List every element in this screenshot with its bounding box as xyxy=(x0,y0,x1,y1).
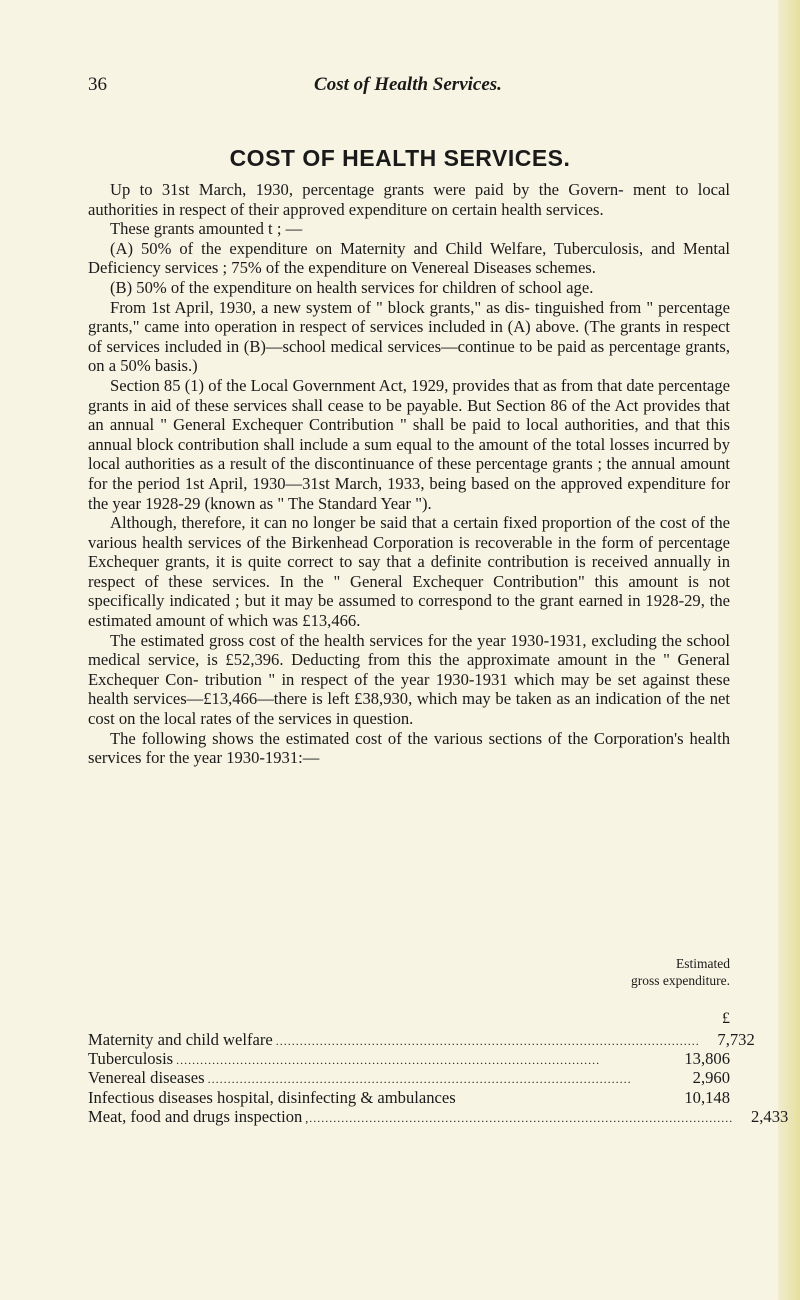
row-amount: 2,433 xyxy=(750,1106,789,1126)
page-number: 36 xyxy=(88,74,107,95)
page-header xyxy=(88,74,728,98)
paragraph: (A) 50% of the expenditure on Maternity and Child Welfare, Tuberculosis, and Mental Deficiency services ; 75% of the expenditure on Venereal Diseases schemes. xyxy=(88,238,730,278)
running-title: Cost of Health Services. xyxy=(314,74,502,95)
dot-leader: .......................................................................................................... xyxy=(207,1072,632,1087)
paragraph: (B) 50% of the expenditure on health services for children of school age. xyxy=(110,277,594,297)
dot-leader: .......................................................................................................... xyxy=(275,1034,700,1048)
column-header-line: gross expenditure. xyxy=(631,973,730,988)
table-row xyxy=(88,1030,755,1049)
paragraph: Although, therefore, it can no longer be said that a certain fixed proportion of the cost of the various health services of the Birkenhead Corporation is recoverable in the form of percentage Exchequer grants, it is quite correct to say that a definite contribution is received annually in respect of these services. In the " General Exchequer Contribution" this amount is not specifically indicated ; but it may be assumed to correspond to the grant earned in 1928-29, the estimated amount of which was £13,466. xyxy=(88,513,730,631)
paragraph: Section 85 (1) of the Local Government Act, 1929, provides that as from that date percentage grants in aid of these services shall cease to be payable. But Section 86 of the Act provides that an annual " General Exchequer Contribution " shall be paid to local authorities, and that this annual block contribution shall include a sum equal to the amount of the total losses incurred by local authorities as a result of the discontinuance of these percentage grants ; the annual amount for the period 1st April, 1930—31st March, 1933, being based on the approved expenditure for the year 1928-29 (known as " The Standard Year "). xyxy=(88,375,730,513)
currency-symbol: £ xyxy=(722,1010,730,1027)
dot-leader: .......................................................................................................... xyxy=(176,1053,601,1068)
expenditure-table xyxy=(88,1030,789,1126)
row-amount: 7,732 xyxy=(717,1030,755,1049)
row-amount: 2,960 xyxy=(692,1068,730,1088)
paragraph: These grants amounted t ; — xyxy=(110,219,303,239)
dot-leader: ,.......................................................................................................... xyxy=(305,1110,734,1125)
table-row xyxy=(88,1088,730,1107)
body-text xyxy=(88,180,730,768)
paragraph: Up to 31st March, 1930, percentage grants were paid by the Govern- ment to local authorities in respect of their approved expenditure on certain health services. xyxy=(88,180,730,219)
row-label: Maternity and child welfare xyxy=(88,1030,273,1049)
paragraph: The estimated gross cost of the health services for the year 1930-1931, excluding the school medical service, is £52,396. Deducting from this the approximate amount in the " General Exchequer Con- tribution " in respect of the year 1930-1931 which may be set against these health services—£13,466—there is left £38,930, which may be taken as an indication of the net cost on the local rates of the services in question. xyxy=(88,630,730,729)
table-column-header xyxy=(560,955,730,989)
row-amount: 13,806 xyxy=(684,1049,730,1069)
row-label: Infectious diseases hospital, disinfecting & ambulances xyxy=(88,1087,456,1107)
paragraph: The following shows the estimated cost of the various sections of the Corporation's health services for the year 1930-1931:— xyxy=(88,728,730,768)
column-header-line: Estimated xyxy=(676,956,730,971)
row-amount: 10,148 xyxy=(684,1087,730,1107)
paragraph: From 1st April, 1930, a new system of " block grants," as dis- tinguished from " percentage grants," came into operation in respect of services included in (A) above. (The grants in respect of services included in (B)—school medical services—continue to be paid as percentage grants, on a 50% basis.) xyxy=(88,297,730,376)
table-row xyxy=(88,1049,730,1068)
section-title: COST OF HEALTH SERVICES. xyxy=(229,145,571,171)
table-row xyxy=(88,1068,730,1087)
table-row xyxy=(88,1106,789,1126)
row-label: Tuberculosis xyxy=(88,1049,174,1069)
page-edge-shading xyxy=(778,0,800,1300)
row-label: Meat, food and drugs inspection xyxy=(88,1106,303,1126)
row-label: Venereal diseases xyxy=(88,1068,205,1088)
